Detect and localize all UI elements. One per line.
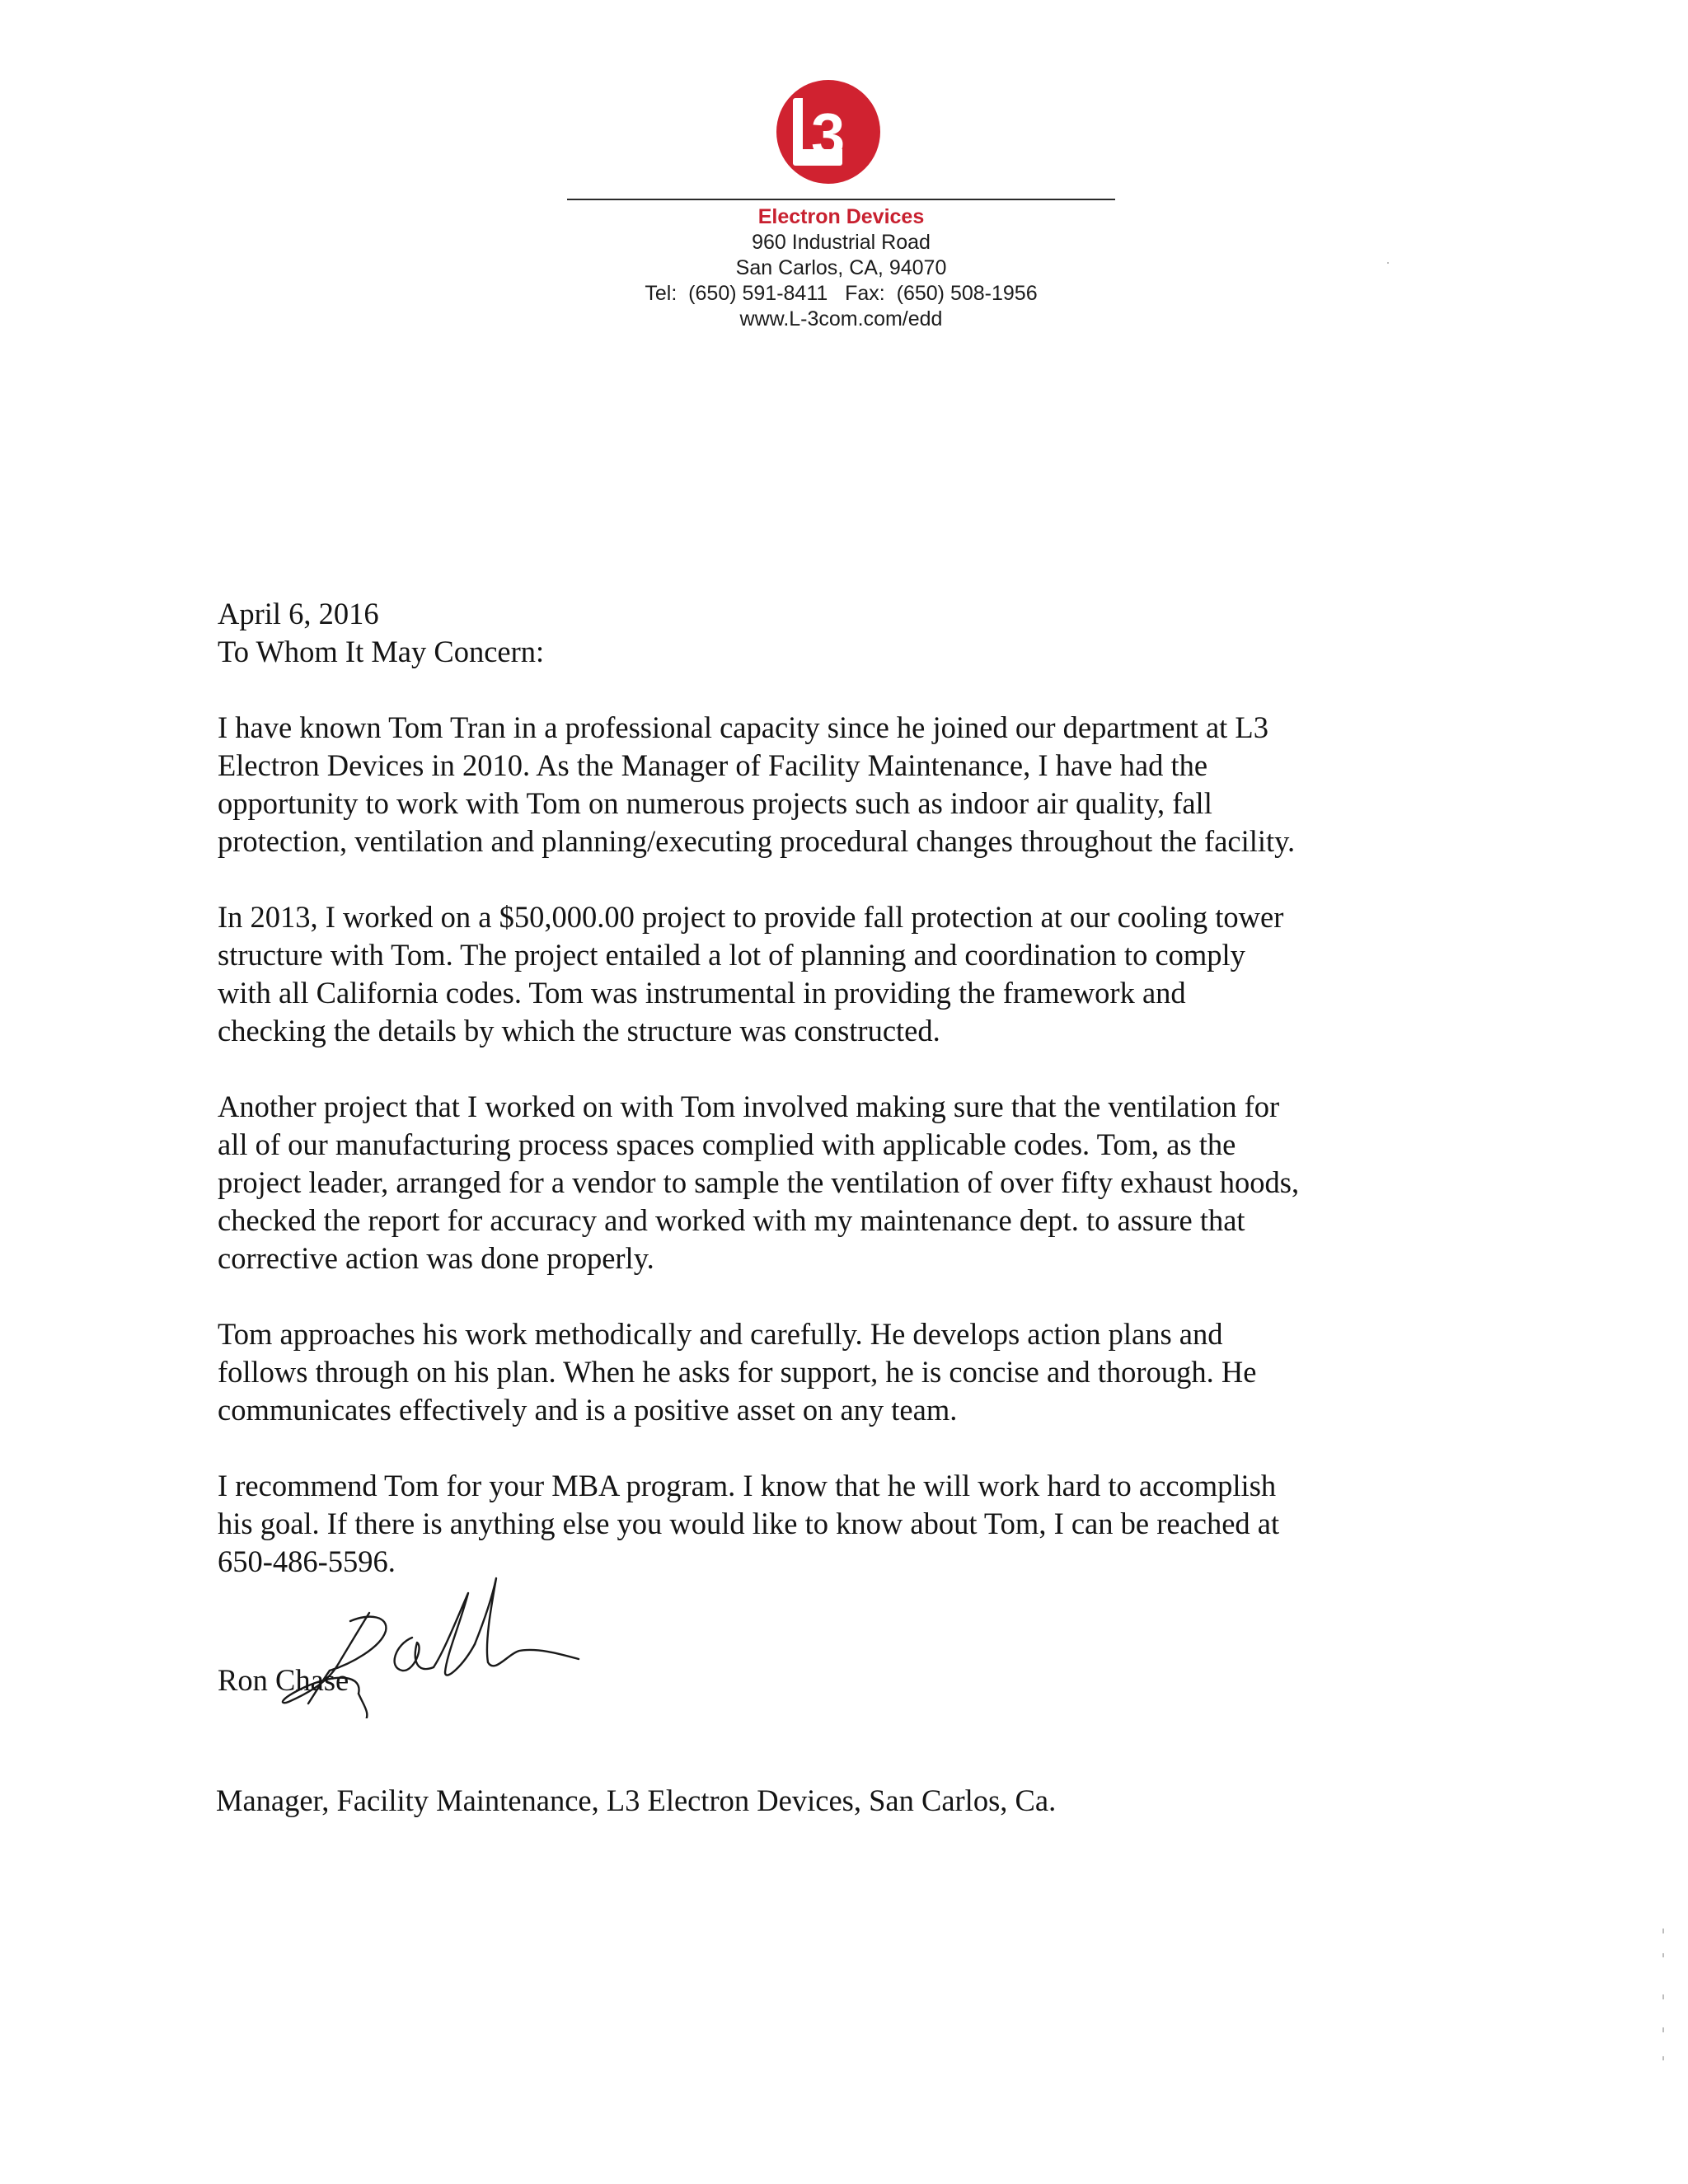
phone-fax: Tel: (650) 591-8411 Fax: (650) 508-1956 xyxy=(645,282,1038,305)
letterhead-rule xyxy=(567,199,1115,200)
l3-logo xyxy=(775,78,882,185)
scan-artifact xyxy=(1387,262,1389,264)
scan-artifact xyxy=(1662,1994,1664,1999)
scan-artifact xyxy=(1662,1953,1664,1957)
letter-greeting: To Whom It May Concern: xyxy=(218,635,545,668)
scan-artifact xyxy=(1662,2056,1664,2060)
paragraph-work-style: Tom approaches his work methodically and carefully. He develops action plans and follows through on his plan. When he asks for support, he is concise and thorough. He communicates effectively and is a positive asset on any team. xyxy=(218,1317,1257,1427)
svg-text:3: 3 xyxy=(811,101,846,169)
signer-name: Ron Chase xyxy=(218,1663,349,1697)
letterhead-address-block xyxy=(567,204,1115,332)
company-name: Electron Devices xyxy=(757,205,925,228)
scan-artifact xyxy=(1662,1929,1664,1933)
address-street: 960 Industrial Road xyxy=(752,231,931,254)
paragraph-ventilation-project: Another project that I worked on with Tom involved making sure that the ventilation for all of our manufacturing process spaces complied with applicable codes. Tom, as the project leader, arranged for a vendor to sample the ventilation of over fifty exhaust hoods, checked the report for accuracy and worked with my maintenance dept. to assure that corrective action was done properly. xyxy=(218,1090,1300,1275)
paragraph-fall-protection-project: In 2013, I worked on a $50,000.00 project to provide fall protection at our cooling tower structure with Tom. The project entailed a lot of planning and coordination to comply with all California codes. Tom was instrumental in providing the framework and checking the details by which the structure was constructed. xyxy=(218,900,1284,1047)
website: www.L-3com.com/edd xyxy=(739,307,943,330)
scan-artifact xyxy=(1662,2027,1664,2032)
paragraph-introduction: I have known Tom Tran in a professional capacity since he joined our department at L3 Electron Devices in 2010. As the Manager of Facility Maintenance, I have had the opportunity to work with Tom on numerous projects such as indoor air quality, fall protection, ventilation and planning/executing procedural changes throughout the facility. xyxy=(218,710,1296,858)
address-city: San Carlos, CA, 94070 xyxy=(735,256,947,279)
paragraph-recommendation: I recommend Tom for your MBA program. I know that he will work hard to accomplish his goal. If there is anything else you would like to know about Tom, I can be reached at 650-486-5596. xyxy=(218,1469,1280,1578)
letter-body xyxy=(218,595,1454,1581)
letter-date: April 6, 2016 xyxy=(218,597,379,630)
signer-title: Manager, Facility Maintenance, L3 Electron Devices, San Carlos, Ca. xyxy=(216,1783,1057,1817)
